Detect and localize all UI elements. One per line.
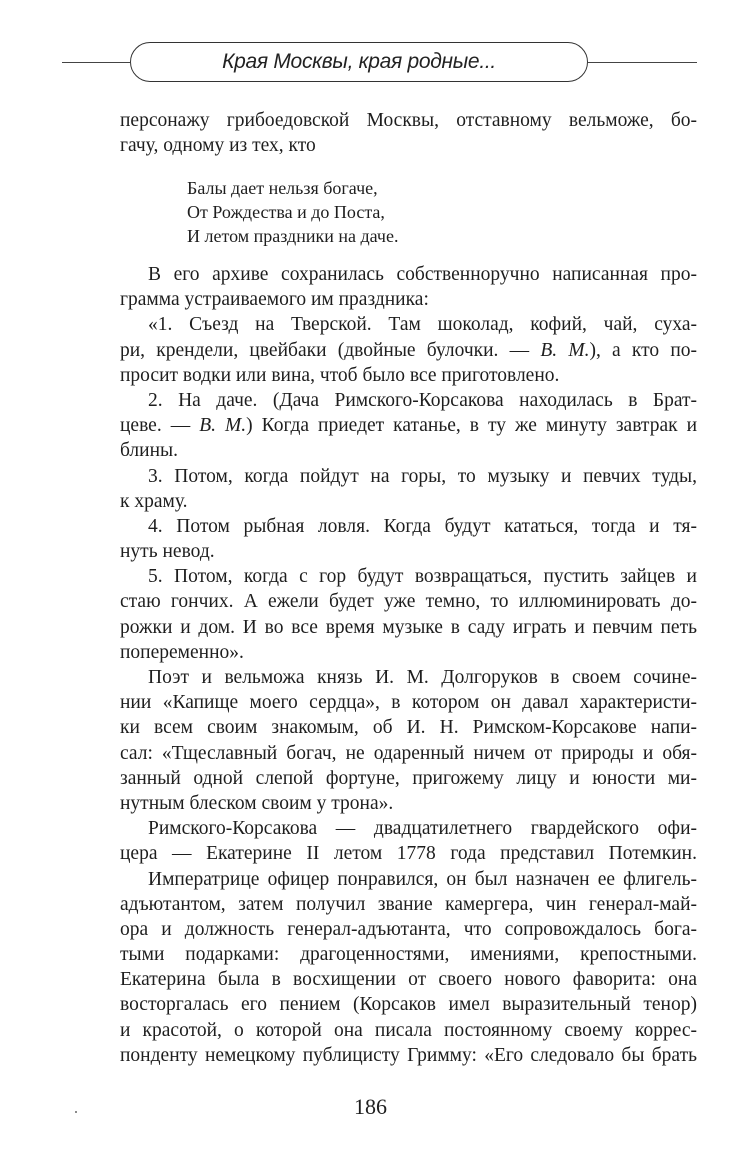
- text-line: [120, 312, 697, 337]
- text-line: [120, 942, 697, 967]
- text-segment: попеременно».: [120, 641, 244, 663]
- poem-line: От Рождества и до Поста,: [187, 202, 385, 222]
- text-segment: ора и должность генерал-адъютанта, что сопровождалось бога-: [120, 918, 697, 940]
- text-segment: 4. Потом рыбная ловля. Когда будут кататься, тогда и тя-: [148, 515, 697, 537]
- text-segment: понденту немецкому публицисту Гримму: «Его следовало бы брать: [120, 1044, 697, 1066]
- running-title: Края Москвы, края родные...: [222, 50, 496, 73]
- text-segment: нуть невод.: [120, 541, 215, 563]
- text-line: [120, 464, 697, 489]
- text-line: [120, 841, 697, 866]
- text-segment: Екатерина была в восхищении от своего нового фаворита: она: [120, 969, 697, 991]
- text-line: [120, 917, 697, 942]
- text-line: [120, 539, 697, 564]
- text-segment: к храму.: [120, 490, 188, 512]
- text-line: [120, 287, 697, 312]
- text-line: [120, 133, 697, 158]
- page-number: 186: [354, 1094, 387, 1119]
- text-segment: нии «Капище моего сердца», в котором он давал характеристи-: [120, 692, 697, 714]
- header-rule-right: [588, 62, 697, 63]
- text-segment: сал: «Тщеславный богач, не одаренный ничем от природы и обя-: [120, 742, 697, 764]
- text-line: [120, 766, 697, 791]
- text-segment: тыми подарками: драгоценностями, имениями, крепостными.: [120, 944, 697, 966]
- text-segment: Римского-Корсакова — двадцатилетнего гвардейского офи-: [148, 818, 697, 840]
- text-line: [120, 338, 697, 363]
- text-line: [120, 640, 697, 665]
- text-line: [120, 388, 697, 413]
- poem-line: И летом праздники на даче.: [187, 226, 399, 246]
- body-text: [120, 262, 697, 1068]
- text-line: [120, 892, 697, 917]
- text-line: [120, 715, 697, 740]
- text-segment: 3. Потом, когда пойдут на горы, то музыку и певчих туды,: [148, 465, 697, 487]
- text-segment: грамма устраиваемого им праздника:: [120, 289, 429, 311]
- text-segment: восторгалась его пением (Корсаков имел выразительный тенор): [120, 994, 697, 1016]
- text-segment: 5. Потом, когда с гор будут возвращаться, пустить зайцев и: [148, 566, 697, 588]
- text-line: [120, 262, 697, 287]
- text-segment: блины.: [120, 440, 179, 462]
- text-segment: нутным блеском своим у трона».: [120, 792, 394, 814]
- text-segment: Императрице офицер понравился, он был назначен ее флигель-: [148, 868, 697, 890]
- text-segment: адъютантом, затем получил звание камергера, чин генерал-май-: [120, 893, 697, 915]
- text-segment: стаю гончих. А ежели будет уже темно, то иллюминировать до-: [120, 591, 697, 613]
- text-segment: цеве. —: [120, 415, 200, 437]
- text-segment: ри, крендели, цвейбаки (двойные булочки. —: [120, 339, 541, 361]
- text-segment: ), а кто по-: [589, 339, 698, 361]
- scan-speck: [75, 1111, 77, 1113]
- text-line: [120, 992, 697, 1017]
- poem-line: Балы дает нельзя богаче,: [187, 178, 378, 198]
- text-line: [120, 489, 697, 514]
- italic-text: В. М.: [199, 415, 247, 437]
- text-line: [120, 1043, 697, 1068]
- text-line: [120, 363, 697, 388]
- text-segment: гачу, одному из тех, кто: [120, 135, 316, 157]
- text-segment: ки всем своим знакомым, об И. Н. Римском-Корсакове напи-: [120, 717, 697, 739]
- text-segment: В его архиве сохранилась собственноручно написанная про-: [148, 264, 697, 285]
- text-segment: рожки и дом. И во все время музыке в саду играть и певчим петь: [120, 616, 697, 638]
- text-line: [120, 438, 697, 463]
- text-segment: занный одной слепой фортуне, пригожему лицу и юности ми-: [120, 767, 697, 789]
- text-line: [120, 589, 697, 614]
- text-segment: просит водки или вина, чтоб было все приготовлено.: [120, 364, 560, 386]
- header-rule-left: [62, 62, 130, 63]
- text-segment: и красотой, о которой она писала постоянному своему коррес-: [120, 1019, 697, 1041]
- intro-paragraph: [120, 108, 697, 158]
- running-header: [130, 42, 588, 82]
- text-line: [120, 514, 697, 539]
- text-line: [120, 867, 697, 892]
- text-line: [120, 564, 697, 589]
- text-line: [120, 1018, 697, 1043]
- text-line: [120, 413, 697, 438]
- text-segment: «1. Съезд на Тверской. Там шоколад, кофий, чай, суха-: [148, 314, 697, 336]
- text-segment: персонажу грибоедовской Москвы, отставному вельможе, бо-: [120, 110, 697, 131]
- text-segment: 2. На даче. (Дача Римского-Корсакова находилась в Брат-: [148, 389, 697, 411]
- poem-quote: [187, 176, 398, 248]
- text-segment: Поэт и вельможа князь И. М. Долгоруков в своем сочине-: [148, 667, 697, 688]
- italic-text: В. М.: [540, 339, 590, 361]
- text-line: [120, 791, 697, 816]
- text-segment: ) Когда приедет катанье, в ту же минуту завтрак и: [246, 415, 698, 437]
- text-line: [120, 741, 697, 766]
- text-line: [120, 690, 697, 715]
- text-line: [120, 108, 697, 133]
- text-segment: цера — Екатерине II летом 1778 года представил Потемкин.: [120, 843, 697, 865]
- text-line: [120, 615, 697, 640]
- text-line: [120, 665, 697, 690]
- text-line: [120, 816, 697, 841]
- text-line: [120, 967, 697, 992]
